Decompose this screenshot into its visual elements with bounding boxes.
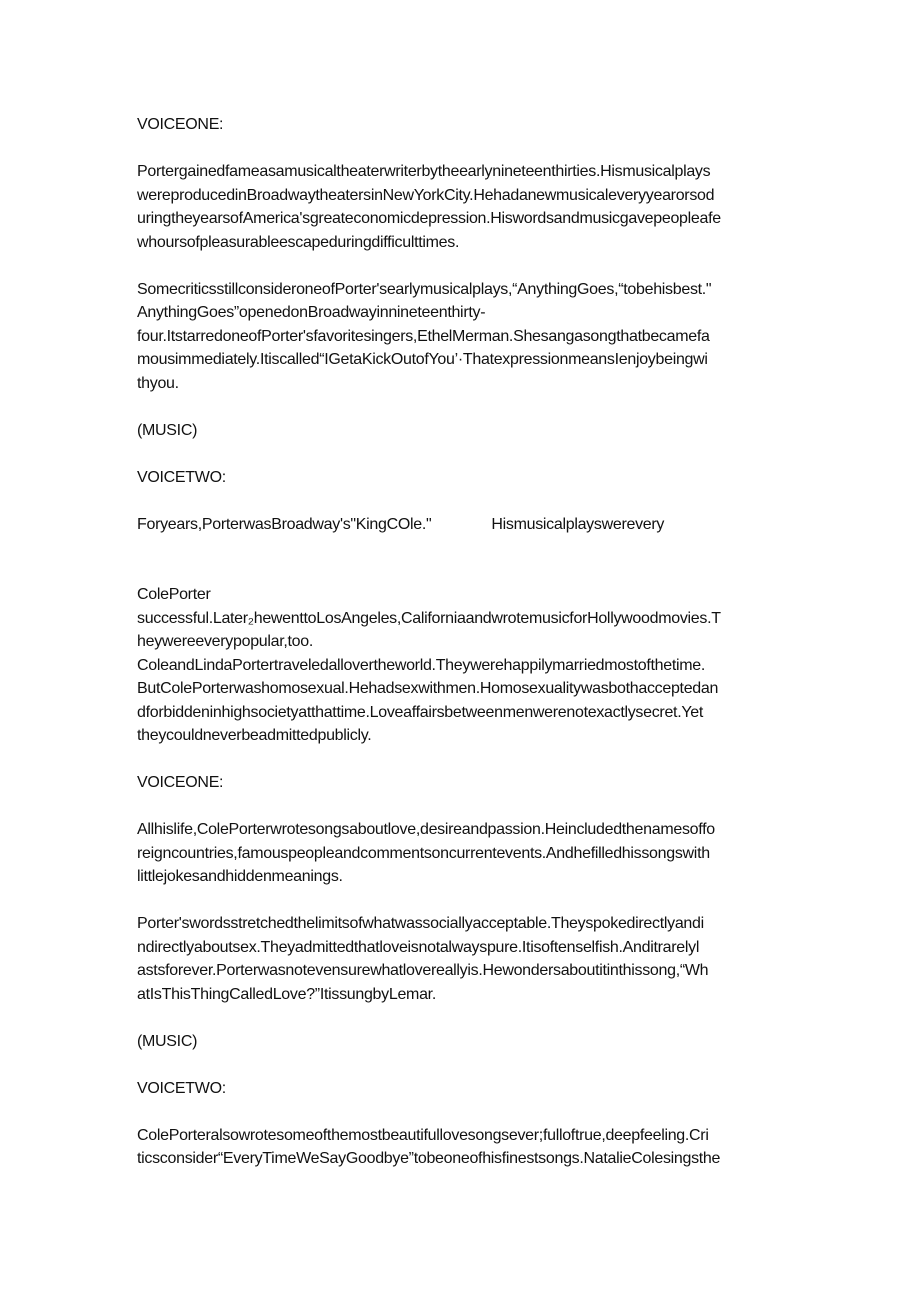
speaker-label: VOICEONE:	[137, 116, 224, 133]
paragraph: SomecriticsstillconsideroneofPorter'searlymusicalplays,“AnythingGoes,“tobehisbest." AnythingGoes”openedonBroadwayinnineteenthirty- four.ItstarredoneofPorter'sfavoritesingers,EthelMerman.Shesangasongthatbecamefa mousimmediately.Itiscalled“IGetaKickOutofYou’·ThatexpressionmeansIenjoybeingwi thyou.	[137, 280, 712, 392]
paragraph: ColePorter successful.Later₂hewenttoLosAngeles,CaliforniaandwrotemusicforHollywoodmovies.T heywereeverypopular,too. ColeandLindaPortertraveledallovertheworld.Theywerehappilymarriedmostofthetime. ButColePorterwashomosexual.Hehadsexwithmen.Homosexualitywasbothacceptedan dforbiddeninhighsocietyatthattime.Loveaffairsbetweenmenwerenotexactlysecret.Yet theycouldneverbeadmittedpublicly.	[137, 586, 721, 744]
document-page	[137, 113, 785, 1171]
paragraph: Portergainedfameasamusicaltheaterwriterbytheearlynineteenthirties.Hismusicalplays wereproducedinBroadwaytheatersinNewYorkCity.Hehadanewmusicaleveryyearorsod uringtheyearsofAmerica'sgreateconomicdepression.Hiswordsandmusicgavepeopleafe whoursofpleasurableescapeduringdifficulttimes.	[137, 163, 721, 251]
music-cue: (MUSIC)	[137, 421, 198, 439]
paragraph: ColePorteralsowrotesomeofthemostbeautifullovesongsever;fulloftrue,deepfeeling.Cri ticsconsider“EveryTimeWeSayGoodbye”tobeoneofhisfinestsongs.NatalieColesingsthe	[137, 1126, 721, 1167]
speaker-label: VOICETWO:	[137, 468, 226, 486]
speaker-label: VOICETWO:	[137, 1079, 226, 1097]
music-cue: (MUSIC)	[137, 1032, 198, 1050]
speaker-label: VOICEONE:	[137, 774, 224, 791]
paragraph: Porter'swordsstretchedthelimitsofwhatwassociallyacceptable.Theyspokedirectlyandi ndirectlyaboutsex.Theyadmittedthatloveisnotalwayspure.Itisoftenselfish.Anditrarelyl astsforever.Porterwasnotevensurewhatlovereallyis.Hewondersaboutitinthissong,“Wh atIsThisThingCalledLove?”ItissungbyLemar.	[137, 915, 709, 1003]
paragraph: Allhislife,ColePorterwrotesongsaboutlove,desireandpassion.Heincludedthenamesoffo reigncountries,famouspeopleandcommentsoncurrentevents.Andhefilledhissongswith littlejokesandhiddenmeanings.	[137, 821, 715, 885]
paragraph: Foryears,PorterwasBroadway's"KingCOle." Hismusicalplayswerevery	[137, 515, 665, 533]
